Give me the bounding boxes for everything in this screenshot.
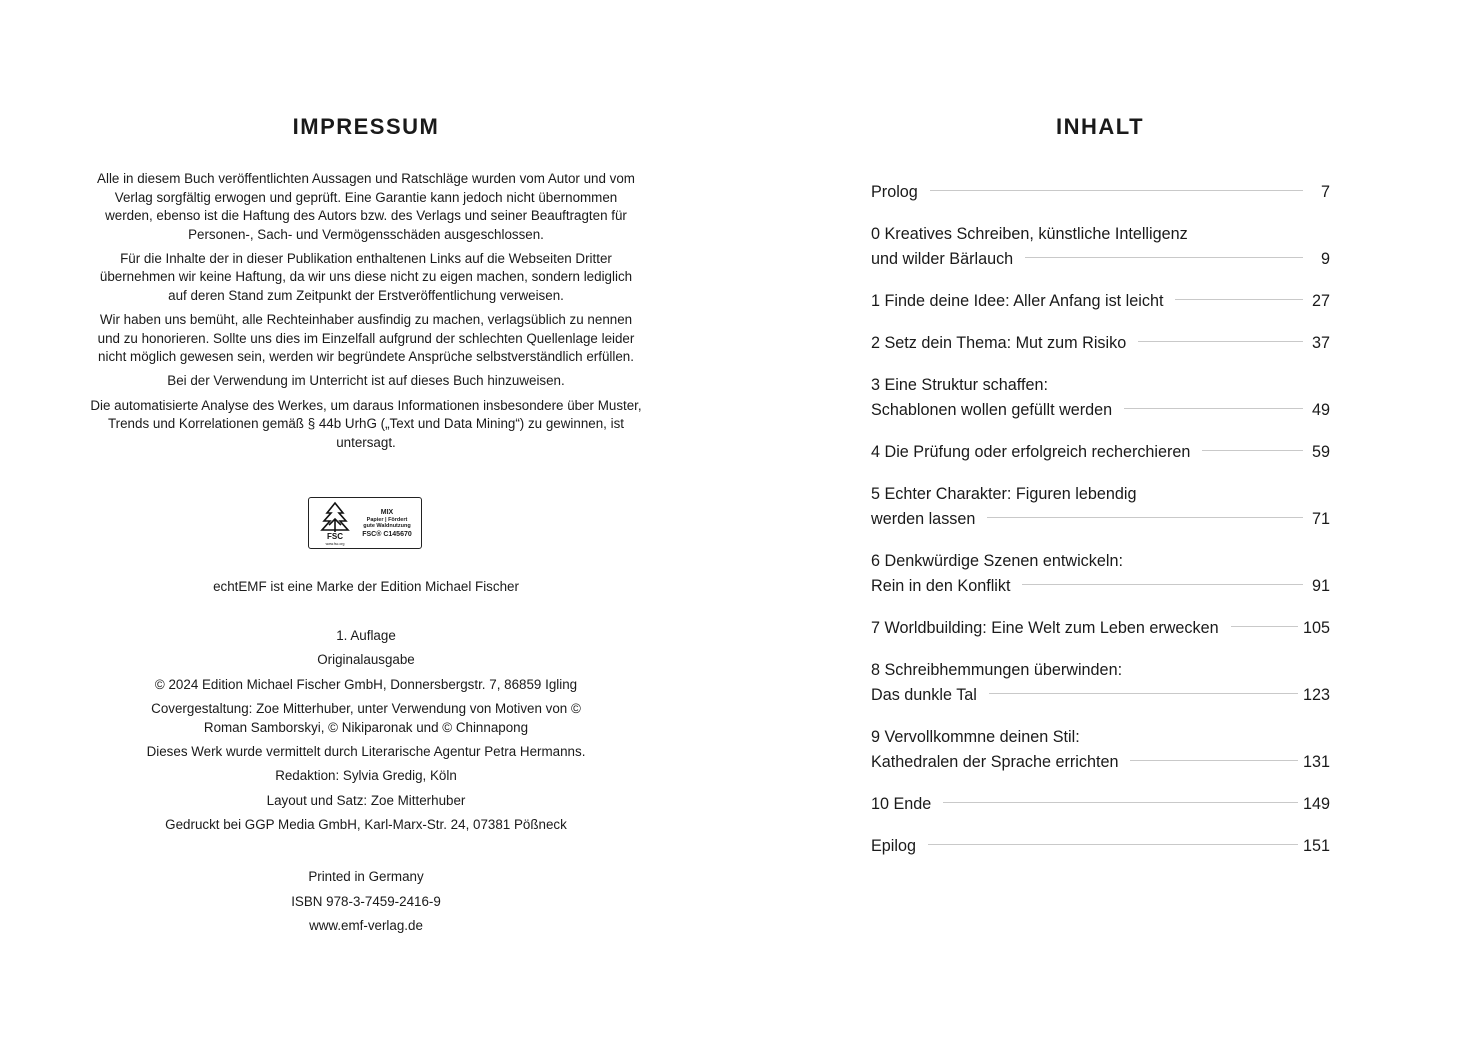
toc-page-number: 151: [1302, 837, 1330, 855]
fsc-line2: gute Waldnutzung: [363, 523, 411, 529]
toc-entry[interactable]: [871, 792, 1334, 817]
toc-entry-title: Prolog: [871, 183, 918, 201]
fsc-logo: [308, 497, 422, 549]
toc-entry-title: und wilder Bärlauch: [871, 250, 1014, 268]
toc-page-number: 105: [1302, 619, 1330, 637]
disclaimer-paragraph: Alle in diesem Buch veröffentlichten Aussagen und Ratschläge wurden vom Autor und vom Verlag sorgfältig erwogen und geprüft. Eine Garantie kann jedoch nicht übernommen werden, ebenso ist die Haftung des Autors bzw. des Verlags und seiner Beauftragten für Personen-, Sach- und Vermögensschäden ausgeschlossen.: [97, 171, 635, 242]
toc-page-number: 37: [1311, 334, 1330, 352]
toc-entry-title: werden lassen: [871, 510, 976, 528]
toc-entry[interactable]: [871, 289, 1334, 314]
isbn: ISBN 978-3-7459-2416-9: [291, 893, 441, 909]
toc-entry[interactable]: [871, 658, 1334, 708]
credit-edition: 1. Auflage: [336, 628, 396, 643]
toc-entry[interactable]: [871, 440, 1334, 465]
toc-entry-title-line1: 9 Vervollkommne deinen Stil:: [871, 728, 1080, 746]
toc-entry[interactable]: [871, 725, 1334, 775]
toc-entry-title: Das dunkle Tal: [871, 686, 977, 704]
toc-leader-line: [1130, 760, 1298, 761]
toc-leader-line: [943, 802, 1298, 803]
toc-entry-title: 4 Die Prüfung oder erfolgreich recherchieren: [871, 443, 1191, 461]
toc-page-number: 59: [1311, 443, 1330, 461]
text-mining-paragraph: Die automatisierte Analyse des Werkes, um daraus Informationen insbesondere über Muster, Trends und Korrelationen gemäß § 44b UrhG („Text und Data Mining“) zu gewinnen, ist untersagt.: [90, 397, 642, 450]
toc-entry[interactable]: [871, 482, 1334, 532]
table-of-contents: [871, 180, 1334, 876]
toc-leader-line: [1025, 257, 1303, 258]
toc-leader-line: [1022, 584, 1303, 585]
toc-entry-title: 7 Worldbuilding: Eine Welt zum Leben erwecken: [871, 619, 1219, 637]
toc-entry-title-line1: 0 Kreatives Schreiben, künstliche Intelligenz: [871, 225, 1188, 243]
toc-entry-title-line1: 6 Denkwürdige Szenen entwickeln:: [871, 552, 1123, 570]
credit-layout: Layout und Satz: Zoe Mitterhuber: [266, 792, 466, 808]
fsc-line1: Papier | Fördert: [366, 516, 408, 523]
toc-entry-title: 1 Finde deine Idee: Aller Anfang ist leicht: [871, 292, 1164, 310]
toc-page-number: 149: [1302, 795, 1330, 813]
toc-leader-line: [928, 844, 1298, 845]
toc-entry[interactable]: [871, 834, 1334, 859]
toc-page-number: 27: [1311, 292, 1330, 310]
impressum-page: [90, 0, 642, 1051]
toc-entry-title: 2 Setz dein Thema: Mut zum Risiko: [871, 334, 1127, 352]
toc-entry[interactable]: [871, 373, 1334, 423]
toc-leader-line: [987, 517, 1303, 518]
toc-entry-title-line1: 5 Echter Charakter: Figuren lebendig: [871, 485, 1137, 503]
inhalt-page: [866, 0, 1334, 1051]
toc-page-number: 91: [1311, 577, 1330, 595]
links-paragraph: Für die Inhalte der in dieser Publikation enthaltenen Links auf die Webseiten Dritter übernehmen wir keine Haftung, da wir uns diese nicht zu eigen machen, sondern lediglich auf deren Stand zum Zeitpunkt der Erstveröffentlichung verweisen.: [99, 250, 633, 304]
toc-leader-line: [1138, 341, 1303, 342]
inhalt-heading: INHALT: [1055, 114, 1145, 139]
toc-page-number: 131: [1302, 753, 1330, 771]
fsc-mark-sub: www.fsc.org: [325, 542, 345, 546]
printed-in: Printed in Germany: [308, 869, 424, 884]
toc-leader-line: [1202, 450, 1303, 451]
credits: [90, 627, 642, 841]
toc-entry[interactable]: [871, 616, 1334, 641]
toc-page-number: 9: [1320, 250, 1330, 268]
toc-page-number: 71: [1311, 510, 1330, 528]
fsc-code: FSC® C145670: [362, 530, 412, 538]
toc-entry[interactable]: [871, 222, 1334, 272]
toc-entry-title: Kathedralen der Sprache errichten: [871, 753, 1119, 771]
brand-line-text: echtEMF ist eine Marke der Edition Michael Fischer: [213, 579, 519, 594]
publication-footer: [90, 868, 642, 942]
teaching-paragraph: Bei der Verwendung im Unterricht ist auf dieses Buch hinzuweisen.: [167, 373, 565, 389]
toc-entry-title: Epilog: [871, 837, 916, 855]
credit-copyright: © 2024 Edition Michael Fischer GmbH, Donnersbergstr. 7, 86859 Igling: [154, 676, 578, 692]
toc-leader-line: [989, 693, 1298, 694]
credit-cover: Covergestaltung: Zoe Mitterhuber, unter Verwendung von Motiven von © Roman Samborskyi, © Nikiparonak und © Chinnapong: [151, 701, 581, 735]
credit-agency: Dieses Werk wurde vermittelt durch Literarische Agentur Petra Hermanns.: [146, 744, 586, 760]
credit-editor: Redaktion: Sylvia Gredig, Köln: [275, 768, 457, 784]
toc-entry-title: Rein in den Konflikt: [871, 577, 1011, 595]
toc-leader-line: [1231, 626, 1298, 627]
toc-page-number: 123: [1302, 686, 1330, 704]
credit-print: Gedruckt bei GGP Media GmbH, Karl-Marx-Str. 24, 07381 Pößneck: [165, 817, 567, 833]
toc-entry-title-line1: 8 Schreibhemmungen überwinden:: [871, 661, 1123, 679]
fsc-mix: MIX: [380, 508, 394, 516]
toc-entry-title: Schablonen wollen gefüllt werden: [871, 401, 1113, 419]
toc-entry-title-line1: 3 Eine Struktur schaffen:: [871, 376, 1048, 394]
toc-leader-line: [1124, 408, 1303, 409]
fsc-mark-label: FSC: [327, 532, 343, 541]
toc-leader-line: [930, 190, 1303, 191]
toc-page-number: 49: [1311, 401, 1330, 419]
impressum-heading: IMPRESSUM: [292, 114, 440, 139]
toc-leader-line: [1175, 299, 1303, 300]
credit-original: Originalausgabe: [317, 652, 415, 668]
toc-entry-title: 10 Ende: [871, 795, 932, 813]
fsc-tree-icon: [313, 499, 357, 547]
toc-entry[interactable]: [871, 331, 1334, 356]
rights-paragraph: Wir haben uns bemüht, alle Rechteinhaber ausfindig zu machen, verlagsüblich zu nennen und zu honorieren. Sollte uns dies im Einzelfall aufgrund der schlechten Quellenlage leider nicht möglich gewesen sein, werden wir begründete Ansprüche selbstverständlich erfüllen.: [97, 312, 635, 365]
toc-entry[interactable]: [871, 549, 1334, 599]
website: www.emf-verlag.de: [309, 918, 423, 934]
brand-line: [90, 578, 642, 603]
fsc-label: [357, 508, 421, 539]
legal-notice: [90, 170, 642, 458]
toc-entry[interactable]: [871, 180, 1334, 205]
toc-page-number: 7: [1320, 183, 1330, 201]
